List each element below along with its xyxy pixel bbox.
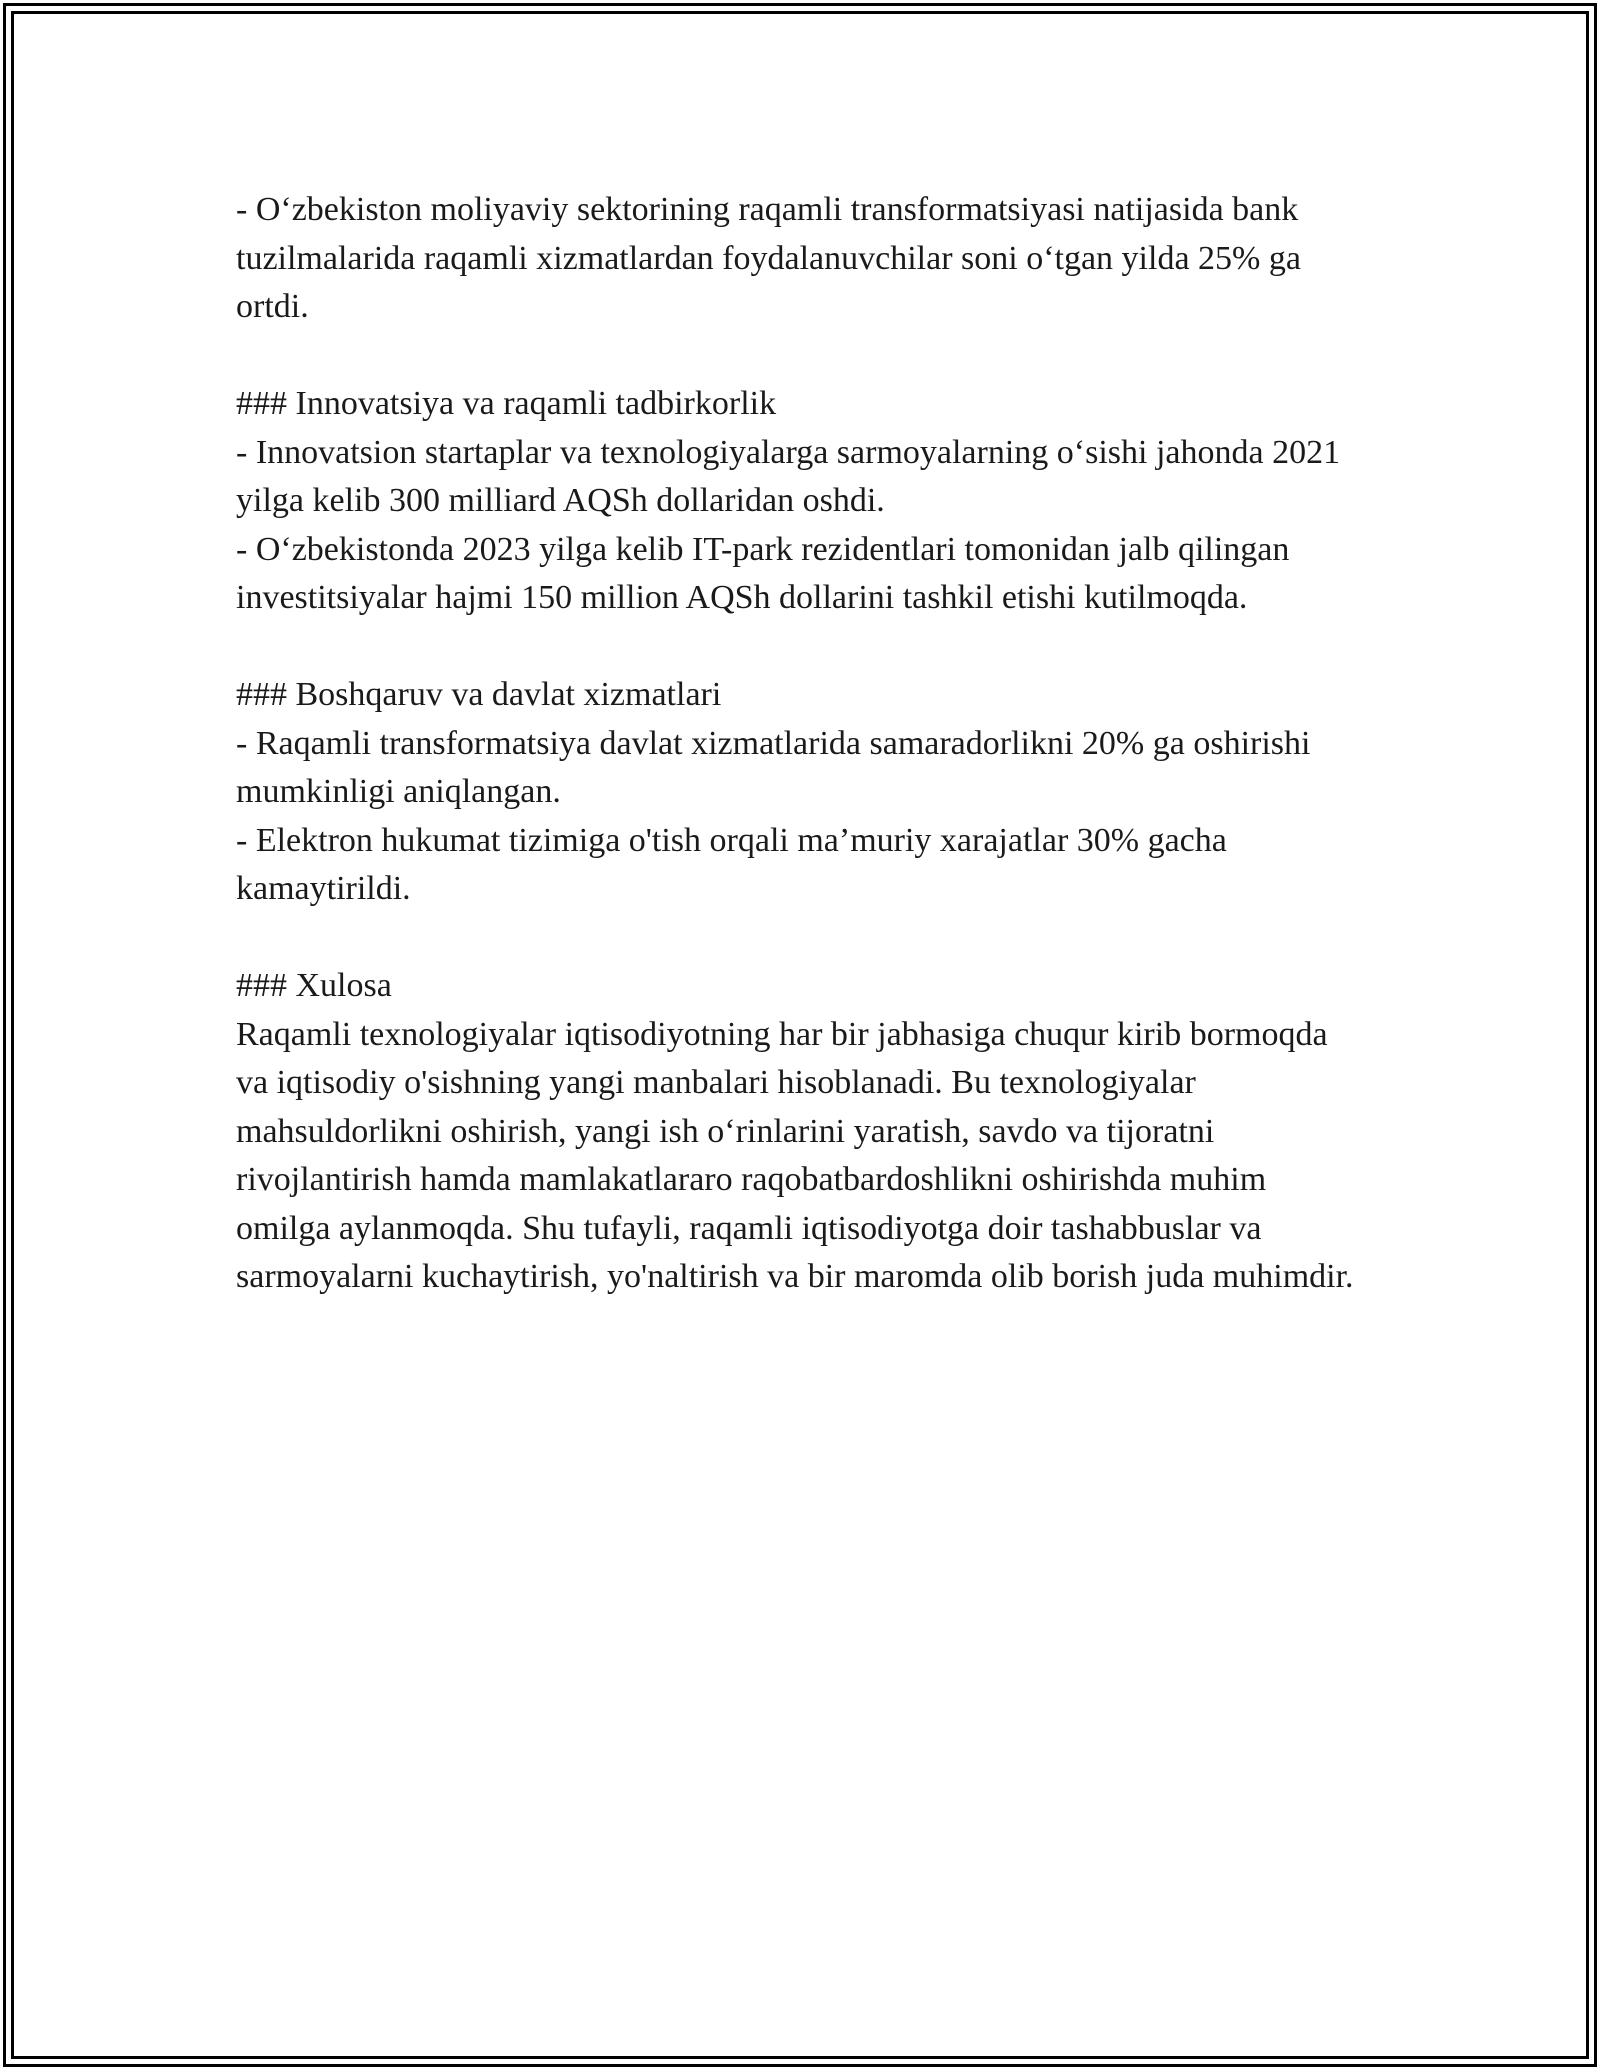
paragraph-gap xyxy=(236,914,1356,963)
intro-bullet: - O‘zbekiston moliyaviy sektorining raqamli transformatsiyasi natijasida bank tuzilmalarida raqamli xizmatlardan foydalanuvchilar soni o‘tgan yilda 25% ga ortdi. xyxy=(236,191,1301,325)
innovation-bullet-2: - O‘zbekistonda 2023 yilga kelib IT-park rezidentlari tomonidan jalb qilingan investitsiyalar hajmi 150 million AQSh dollarini tashkil etishi kutilmoqda. xyxy=(236,530,1290,616)
governance-bullet-2: - Elektron hukumat tizimiga o'tish orqali ma’muriy xarajatlar 30% gacha kamaytirildi. xyxy=(236,821,1227,907)
document-body xyxy=(236,186,1356,1302)
conclusion-paragraph: Raqamli texnologiyalar iqtisodiyotning har bir jabhasiga chuqur kirib bormoqda va iqtisodiy o'sishning yangi manbalari hisoblanadi. Bu texnologiyalar mahsuldorlikni oshirish, yangi ish o‘rinlarini yaratish, savdo va tijoratni rivojlantirish hamda mamlakatlararo raqobatbardoshlikni oshirishda muhim omilga aylanmoqda. Shu tufayli, raqamli iqtisodiyotga doir tashabbuslar va sarmoyalarni kuchaytirish, yo'naltirish va bir maromda olib borish juda muhimdir. xyxy=(236,1015,1354,1295)
paragraph-gap xyxy=(236,332,1356,381)
paragraph-gap xyxy=(236,623,1356,672)
innovation-heading: ### Innovatsiya va raqamli tadbirkorlik xyxy=(236,385,777,422)
governance-heading: ### Boshqaruv va davlat xizmatlari xyxy=(236,676,722,713)
conclusion-heading: ### Xulosa xyxy=(236,967,392,1004)
governance-bullet-1: - Raqamli transformatsiya davlat xizmatlarida samaradorlikni 20% ga oshirishi mumkinligi aniqlangan. xyxy=(236,724,1311,810)
innovation-bullet-1: - Innovatsion startaplar va texnologiyalarga sarmoyalarning o‘sishi jahonda 2021 yilga kelib 300 milliard AQSh dollaridan oshdi. xyxy=(236,433,1341,519)
